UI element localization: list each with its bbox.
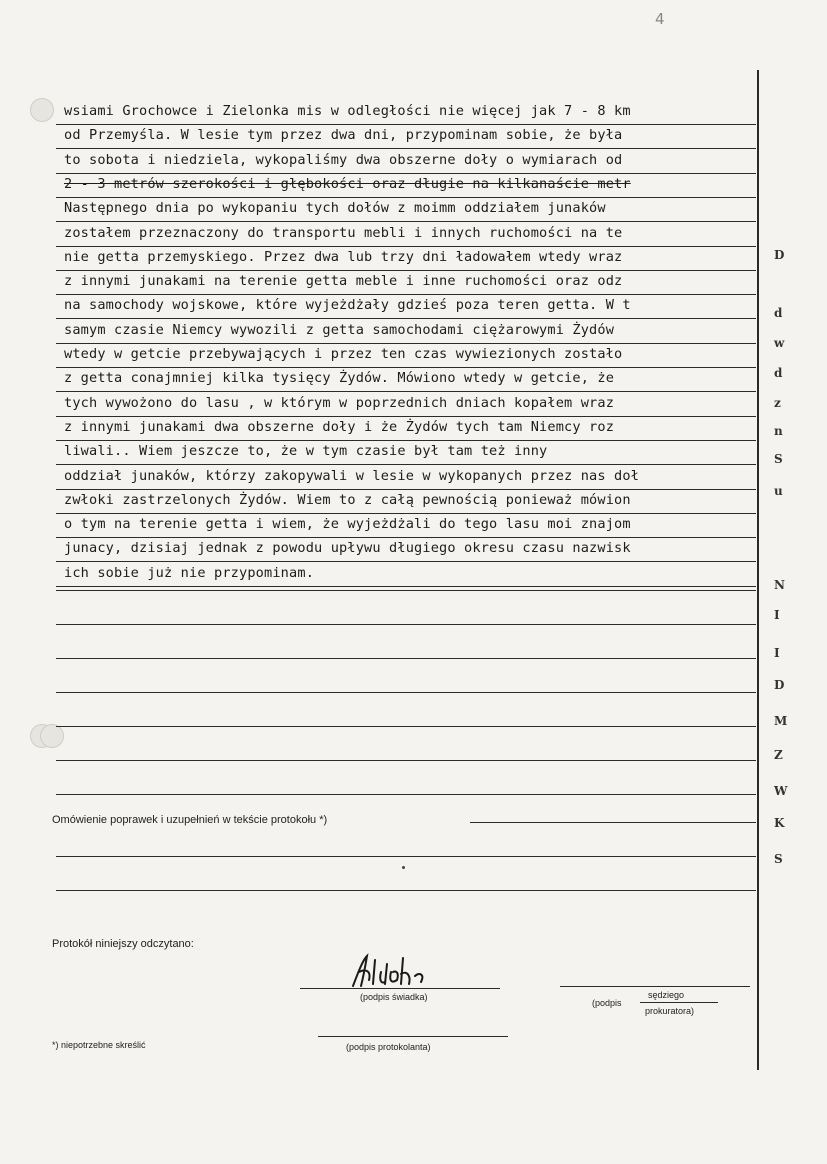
margin-letter: I xyxy=(774,608,780,622)
protocol-line xyxy=(56,270,756,295)
margin-letter: D xyxy=(774,678,785,692)
corrections-line xyxy=(470,822,756,823)
protocol-line-text: Następnego dnia po wykopaniu tych dołów z moimm oddziałem junaków xyxy=(64,200,606,217)
blank-line xyxy=(56,590,756,591)
prosecutor-signature-line xyxy=(560,986,750,987)
protocol-line xyxy=(56,465,756,490)
protocol-line xyxy=(56,124,756,149)
protocol-line xyxy=(56,319,756,344)
margin-letter: w xyxy=(774,336,785,350)
footnote: *) niepotrzebne skreślić xyxy=(52,1040,146,1050)
margin-letter: D xyxy=(774,248,785,262)
protocol-line xyxy=(56,100,756,125)
corrections-blank-line xyxy=(56,856,756,857)
prosecutor-line1: sędziego xyxy=(648,990,685,1000)
blank-line xyxy=(56,624,756,625)
protocol-line-text: na samochody wojskowe, które wyjeżdżały gdzieś poza teren getta. W t xyxy=(64,297,631,314)
right-margin-line xyxy=(757,70,759,1070)
protocol-line-text: wsiami Grochowce i Zielonka mis w odległości nie więcej jak 7 - 8 km xyxy=(64,103,631,119)
protocol-line xyxy=(56,173,756,198)
protocol-line-text: wtedy w getcie przebywających i przez ten czas wywiezionych zostało xyxy=(64,346,623,362)
margin-letter: M xyxy=(774,714,788,728)
prosecutor-line2: prokuratora) xyxy=(645,1006,695,1016)
protocol-line xyxy=(56,489,756,514)
margin-letter: S xyxy=(774,452,783,466)
protocol-line xyxy=(56,222,756,247)
corrections-blank-line xyxy=(56,890,756,891)
margin-letter: n xyxy=(774,424,783,438)
protocol-line xyxy=(56,392,756,417)
protocol-line-text: samym czasie Niemcy wywozili z getta samochodami ciężarowymi Żydów xyxy=(64,321,615,338)
protocol-line xyxy=(56,416,756,441)
protocol-line-text: z innymi junakami dwa obszerne doły i że Żydów tych tam Niemcy roz xyxy=(64,418,615,435)
protocol-line xyxy=(56,537,756,562)
margin-letter: W xyxy=(774,784,788,798)
protocol-line-text: z getta conajmniej kilka tysięcy Żydów. Mówiono wtedy w getcie, że xyxy=(64,370,615,387)
page-number: 4 xyxy=(655,10,665,28)
margin-letter: N xyxy=(774,578,785,592)
prosecutor-sig-label: (podpis xyxy=(592,998,622,1008)
protocol-line xyxy=(56,343,756,368)
punch-hole xyxy=(30,98,54,122)
protocol-line-text: liwali.. Wiem jeszcze to, że w tym czasie był tam też inny xyxy=(64,443,548,460)
protocol-line-text: 2 - 3 metrów szerokości i głębokości oraz długie na kilkanaście metr xyxy=(64,175,631,192)
protocol-line-text: ich sobie już nie przypominam. xyxy=(64,564,315,581)
margin-letter: K xyxy=(774,816,785,830)
protocol-line xyxy=(56,562,756,587)
protocol-line xyxy=(56,367,756,392)
protocol-line xyxy=(56,513,756,538)
ink-dot xyxy=(402,866,405,869)
margin-letter: z xyxy=(774,396,781,410)
blank-line xyxy=(56,692,756,693)
margin-letter: d xyxy=(774,306,783,320)
protocol-line-text: z innymi junakami na terenie getta meble i inne ruchomości oraz odz xyxy=(64,273,623,290)
protocol-line xyxy=(56,149,756,174)
blank-line xyxy=(56,760,756,761)
prosecutor-divider xyxy=(640,1002,718,1003)
blank-line xyxy=(56,794,756,795)
punch-hole xyxy=(40,724,64,748)
protocol-line xyxy=(56,197,756,222)
witness-sig-label: (podpis świadka) xyxy=(360,992,428,1002)
witness-signature-line xyxy=(300,988,500,989)
protocol-line-text: zwłoki zastrzelonych Żydów. Wiem to z całą pewnością ponieważ mówion xyxy=(64,491,631,508)
protocol-line xyxy=(56,246,756,271)
margin-letter: Z xyxy=(774,748,783,762)
protocol-line-text: junacy, dzisiaj jednak z powodu upływu długiego okresu czasu nazwisk xyxy=(64,540,631,557)
protocol-line-text: zostałem przeznaczony do transportu mebli i innych ruchomości na te xyxy=(64,224,623,241)
protocol-line xyxy=(56,440,756,465)
margin-letter: I xyxy=(774,646,780,660)
witness-signature xyxy=(345,950,465,992)
corrections-label: Omówienie poprawek i uzupełnień w tekście protokołu *) xyxy=(52,814,328,826)
protocol-line-text: o tym na terenie getta i wiem, że wyjeżdżali do tego lasu moi znajom xyxy=(64,516,631,533)
protocol-line-text: od Przemyśla. W lesie tym przez dwa dni, przypominam sobie, że była xyxy=(64,127,623,144)
recorder-sig-label: (podpis protokolanta) xyxy=(346,1042,431,1052)
margin-letter: S xyxy=(774,852,783,866)
read-label: Protokół niniejszy odczytano: xyxy=(52,938,194,950)
margin-letter: u xyxy=(774,484,783,498)
protocol-line xyxy=(56,294,756,319)
margin-letter: d xyxy=(774,366,783,380)
blank-line xyxy=(56,726,756,727)
recorder-signature-line xyxy=(318,1036,508,1037)
protocol-line-text: oddział junaków, którzy zakopywali w lesie w wykopanych przez nas doł xyxy=(64,467,640,484)
protocol-line-text: tych wywożono do lasu , w którym w poprzednich dniach kopałem wraz xyxy=(64,394,615,411)
protocol-line-text: nie getta przemyskiego. Przez dwa lub trzy dni ładowałem wtedy wraz xyxy=(64,248,623,265)
blank-line xyxy=(56,658,756,659)
protocol-line-text: to sobota i niedziela, wykopaliśmy dwa obszerne doły o wymiarach od xyxy=(64,151,623,168)
